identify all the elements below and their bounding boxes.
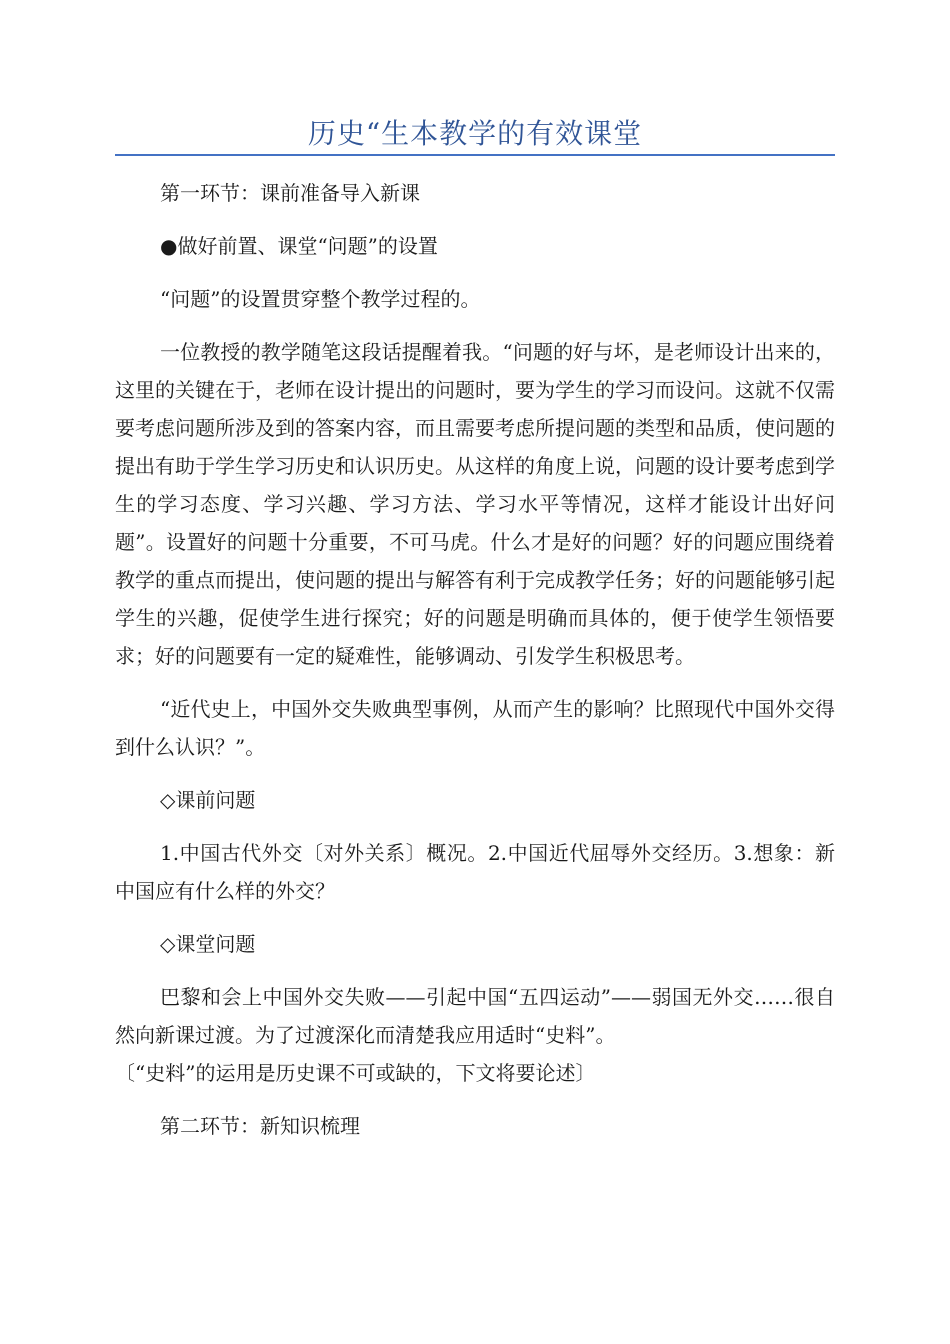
paragraph-transition: 巴黎和会上中国外交失败——引起中国“五四运动”——弱国无外交……很自然向新课过渡。为了过渡深化而清楚我应用适时“史料”。 — [115, 985, 835, 1047]
subheading-in-class: ◇课堂问题 — [160, 932, 256, 956]
document-body — [115, 174, 835, 1145]
section-heading-1: 第一环节：课前准备导入新课 — [160, 181, 420, 205]
paragraph-question: “近代史上，中国外交失败典型事例，从而产生的影响？比照现代中国外交得到什么认识？”。 — [115, 697, 835, 759]
section-heading-2: 第二环节：新知识梳理 — [160, 1114, 360, 1138]
paragraph-quote: 一位教授的教学随笔这段话提醒着我。“问题的好与坏，是老师设计出来的，这里的关键在于，老师在设计提出的问题时，要为学生的学习而设问。这就不仅需要考虑问题所涉及到的答案内容，而且需要考虑所提问题的类型和品质，使问题的提出有助于学生学习历史和认识历史。从这样的角度上说，问题的设计要考虑到学生的学习态度、学习兴趣、学习方法、学习水平等情况，这样才能设计出好问题”。设置好的问题十分重要，不可马虎。什么才是好的问题？好的问题应围绕着教学的重点而提出，使问题的提出与解答有利于完成教学任务；好的问题能够引起学生的兴趣，促使学生进行探究；好的问题是明确而具体的，便于使学生领悟要求；好的问题要有一定的疑难性，能够调动、引发学生积极思考。 — [115, 340, 835, 668]
subheading-pre-class: ◇课前问题 — [160, 788, 256, 812]
paragraph-note: 〔“史料”的运用是历史课不可或缺的，下文将要论述〕 — [115, 1061, 596, 1085]
paragraph-intro: “问题”的设置贯穿整个教学过程的。 — [160, 287, 481, 311]
paragraph-pre-class-list: 1.中国古代外交〔对外关系〕概况。2.中国近代屈辱外交经历。3.想象：新中国应有什么样的外交？ — [115, 841, 835, 903]
page-title: 历史“生本教学的有效课堂 — [307, 117, 643, 150]
title-underline — [115, 154, 835, 156]
bullet-heading: ●做好前置、课堂“问题”的设置 — [160, 234, 438, 258]
